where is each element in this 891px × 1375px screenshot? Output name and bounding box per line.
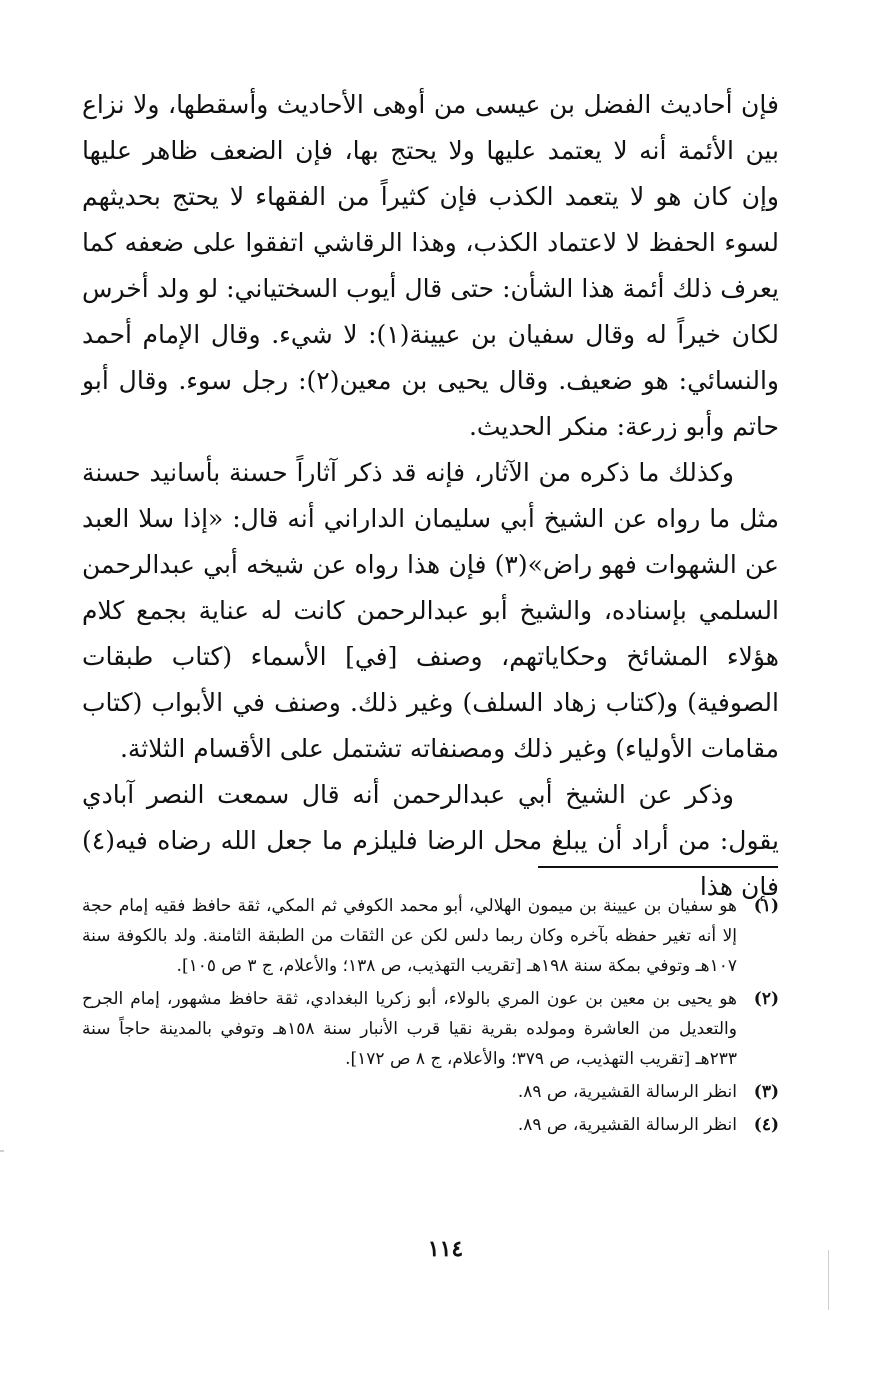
footnote-number: (٤) — [753, 1115, 779, 1135]
footnote-number: (٣) — [753, 1082, 779, 1102]
footnote-text: انظر الرسالة القشيرية، ص ٨٩. — [517, 1082, 737, 1102]
footnote-2 — [82, 984, 779, 1074]
footnote-1 — [82, 891, 779, 981]
footnote-text: هو سفيان بن عيينة بن ميمون الهلالي، أبو محمد الكوفي ثم المكي، ثقة حافظ فقيه إمام حجة إلا أنه تغير حفظه بآخره وكان ربما دلس لكن عن الثقات من الطبقة الثامنة. ولد بالكوفة سنة ١٠٧هـ وتوفي بمكة سنة ١٩٨هـ [تقريب التهذيب، ص ١٣٨؛ والأعلام، ج ٣ ص ١٠٥]. — [82, 896, 737, 976]
footnote-3 — [82, 1077, 779, 1107]
scan-edge-mark — [828, 1250, 829, 1310]
footnote-4 — [82, 1110, 779, 1140]
paragraph-1: فإن أحاديث الفضل بن عيسى من أوهى الأحاديث وأسقطها، ولا نزاع بين الأئمة أنه لا يعتمد عليها ولا يحتج بها، فإن الضعف ظاهر عليها وإن كان هو لا يتعمد الكذب فإن كثيراً من الفقهاء لا يحتج بحديثهم لسوء الحفظ لا لاعتماد الكذب، وهذا الرقاشي اتفقوا على ضعفه كما يعرف ذلك أئمة هذا الشأن: حتى قال أيوب السختياني: لو ولد أخرس لكان خيراً له وقال سفيان بن عيينة(١): لا شيء. وقال الإمام أحمد والنسائي: هو ضعيف. وقال يحيى بن معين(٢): رجل سوء. وقال أبو حاتم وأبو زرعة: منكر الحديث. — [82, 90, 780, 441]
paragraph-3: وذكر عن الشيخ أبي عبدالرحمن أنه قال سمعت النصر آبادي يقول: من أراد أن يبلغ محل الرضا فليلزم ما جعل الله رضاه فيه(٤) فإن هذا — [82, 780, 779, 901]
page-number: ١١٤ — [427, 1236, 464, 1262]
main-text — [82, 82, 779, 910]
footnotes — [82, 891, 779, 1143]
footnote-number: (١) — [753, 896, 779, 916]
footnote-separator — [538, 866, 778, 868]
footnote-text: هو يحيى بن معين بن عون المري بالولاء، أبو زكريا البغدادي، ثقة حافظ مشهور، إمام الجرح والتعديل من العاشرة ومولده بقرية نقيا قرب الأنبار سنة ١٥٨هـ وتوفي بالمدينة حاجاً سنة ٢٣٣هـ [تقريب التهذيب، ص ٣٧٩؛ والأعلام، ج ٨ ص ١٧٢]. — [82, 989, 737, 1069]
paragraph-2: وكذلك ما ذكره من الآثار، فإنه قد ذكر آثاراً حسنة بأسانيد حسنة مثل ما رواه عن الشيخ أبي سليمان الداراني أنه قال: «إذا سلا العبد عن الشهوات فهو راض»(٣) فإن هذا رواه عن شيخه أبي عبدالرحمن السلمي بإسناده، والشيخ أبو عبدالرحمن كانت له عناية بجمع كلام هؤلاء المشائخ وحكاياتهم، وصنف [في] الأسماء (كتاب طبقات الصوفية) و(كتاب زهاد السلف) وغير ذلك. وصنف في الأبواب (كتاب مقامات الأولياء) وغير ذلك ومصنفاته تشتمل على الأقسام الثلاثة. — [82, 458, 779, 763]
footnote-number: (٢) — [753, 989, 779, 1009]
scan-edge-mark — [0, 1150, 4, 1152]
footnote-text: انظر الرسالة القشيرية، ص ٨٩. — [517, 1115, 737, 1135]
